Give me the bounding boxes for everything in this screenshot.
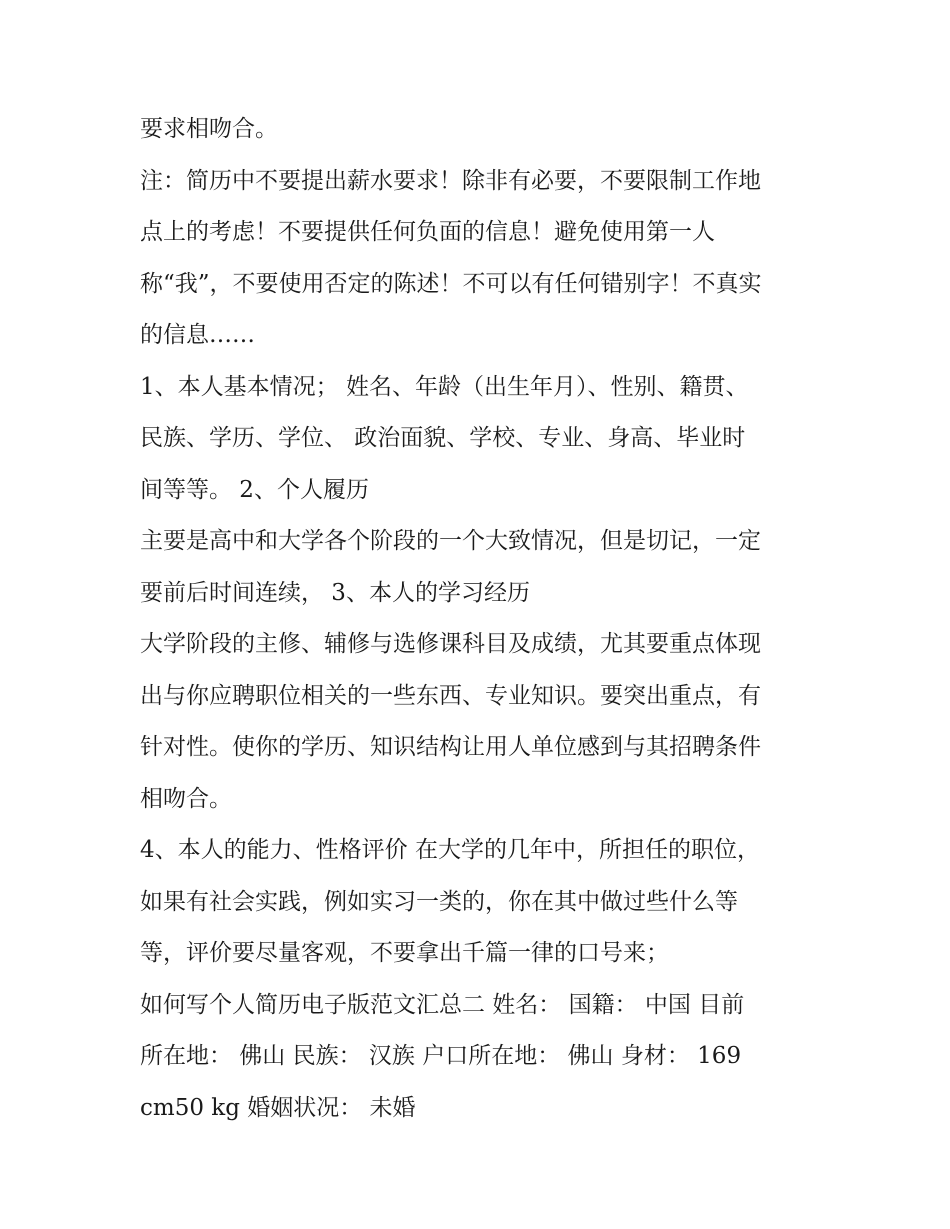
text-line: cm50 kg 婚姻状况： 未婚 xyxy=(140,1094,416,1121)
text-line: 的信息…… xyxy=(140,322,255,348)
text-line: 大学阶段的主修、辅修与选修课科目及成绩，尤其要重点体现 xyxy=(140,631,761,657)
text-line: 出与你应聘职位相关的一些东西、专业知识。要突出重点，有 xyxy=(140,682,761,709)
text-line: 1、本人基本情况； 姓名、年龄（出生年月）、性别、籍贯、 xyxy=(140,373,749,400)
text-line: 针对性。使你的学历、知识结构让用人单位感到与其招聘条件 xyxy=(140,734,761,760)
document-body xyxy=(140,104,820,1134)
text-line: 如果有社会实践，例如实习一类的，你在其中做过些什么等 xyxy=(140,888,738,915)
text-line: 间等等。 2、个人履历 xyxy=(140,476,369,503)
text-line: 要求相吻合。 xyxy=(140,116,278,142)
text-line: 民族、学历、学位、 政治面貌、学校、专业、身高、毕业时 xyxy=(140,425,746,451)
text-line: 注：简历中不要提出薪水要求！除非有必要，不要限制工作地 xyxy=(140,167,761,194)
text-line: 主要是高中和大学各个阶段的一个大致情况，但是切记，一定 xyxy=(140,528,761,554)
text-line: 相吻合。 xyxy=(140,785,232,812)
text-line: 称“我”，不要使用否定的陈述！不可以有任何错别字！不真实 xyxy=(140,270,762,297)
text-line: 等，评价要尽量客观，不要拿出千篇一律的口号来； xyxy=(140,940,669,966)
text-line: 点上的考虑！不要提供任何负面的信息！避免使用第一人 xyxy=(140,219,715,245)
text-line: 所在地： 佛山 民族： 汉族 户口所在地： 佛山 身材： 169 xyxy=(140,1043,742,1069)
text-line: 如何写个人简历电子版范文汇总二 姓名： 国籍： 中国 目前 xyxy=(140,991,745,1018)
text-line: 4、本人的能力、性格评价 在大学的几年中，所担任的职位， xyxy=(140,837,760,863)
text-line: 要前后时间连续， 3、本人的学习经历 xyxy=(140,579,530,606)
